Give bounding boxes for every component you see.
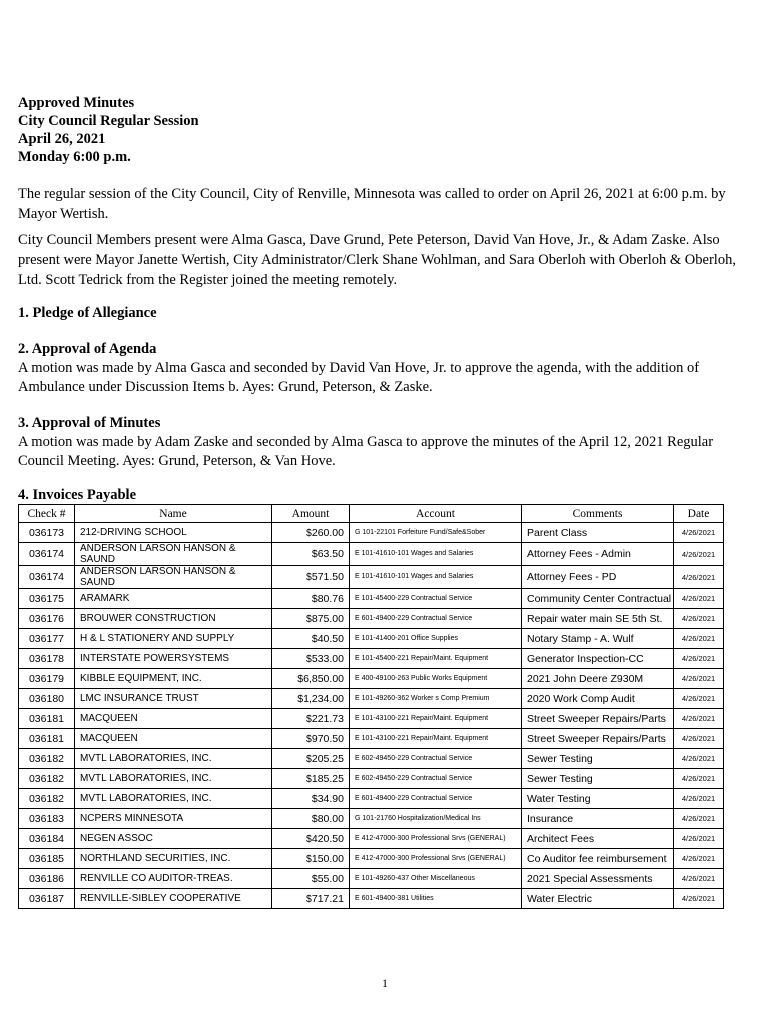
invoice-amount: $420.50: [272, 829, 350, 849]
invoice-date: 4/26/2021: [674, 749, 724, 769]
invoice-payee-name: MVTL LABORATORIES, INC.: [75, 769, 272, 789]
invoice-row: [19, 809, 724, 829]
invoice-date: 4/26/2021: [674, 709, 724, 729]
invoice-row: [19, 649, 724, 669]
invoice-date: 4/26/2021: [674, 629, 724, 649]
invoice-check-number: 036174: [19, 566, 75, 589]
invoice-comment: Water Electric: [522, 889, 674, 909]
invoice-date: 4/26/2021: [674, 889, 724, 909]
invoice-row: [19, 709, 724, 729]
invoice-comment: Architect Fees: [522, 829, 674, 849]
invoice-check-number: 036174: [19, 543, 75, 566]
invoice-check-number: 036173: [19, 523, 75, 543]
invoice-amount: $55.00: [272, 869, 350, 889]
invoice-check-number: 036179: [19, 669, 75, 689]
invoice-row: [19, 669, 724, 689]
invoice-check-number: 036176: [19, 609, 75, 629]
invoice-payee-name: INTERSTATE POWERSYSTEMS: [75, 649, 272, 669]
invoice-account: E 602-49450-229 Contractual Service: [350, 769, 522, 789]
invoice-row: [19, 523, 724, 543]
invoice-date: 4/26/2021: [674, 729, 724, 749]
invoice-amount: $875.00: [272, 609, 350, 629]
invoice-date: 4/26/2021: [674, 543, 724, 566]
invoice-account: E 601-49400-229 Contractual Service: [350, 789, 522, 809]
invoice-account: E 412-47000-300 Professional Srvs (GENERAL): [350, 829, 522, 849]
invoice-check-number: 036175: [19, 589, 75, 609]
invoice-account: E 101-45400-221 Repair/Maint. Equipment: [350, 649, 522, 669]
invoice-account: E 101-49260-437 Other Miscellaneous: [350, 869, 522, 889]
invoice-account: E 101-41610-101 Wages and Salaries: [350, 566, 522, 589]
invoice-date: 4/26/2021: [674, 829, 724, 849]
invoice-row: [19, 749, 724, 769]
invoice-account: E 602-49450-229 Contractual Service: [350, 749, 522, 769]
invoice-check-number: 036187: [19, 889, 75, 909]
invoice-amount: $40.50: [272, 629, 350, 649]
invoice-account: E 412-47000-300 Professional Srvs (GENERAL): [350, 849, 522, 869]
invoice-date: 4/26/2021: [674, 809, 724, 829]
header-title: Approved Minutes: [18, 95, 135, 111]
invoice-account: E 101-41610-101 Wages and Salaries: [350, 543, 522, 566]
invoice-payee-name: ANDERSON LARSON HANSON & SAUND: [75, 543, 272, 566]
invoice-date: 4/26/2021: [674, 849, 724, 869]
invoice-row: [19, 849, 724, 869]
col-header-account: Account: [350, 505, 522, 523]
section-pledge-title: 1. Pledge of Allegiance: [18, 305, 157, 321]
invoice-row: [19, 589, 724, 609]
invoice-comment: Street Sweeper Repairs/Parts: [522, 729, 674, 749]
col-header-amount: Amount: [272, 505, 350, 523]
document-header: [18, 94, 754, 166]
invoice-check-number: 036182: [19, 749, 75, 769]
invoice-row: [19, 889, 724, 909]
invoice-amount: $80.00: [272, 809, 350, 829]
invoice-row: [19, 829, 724, 849]
invoice-comment: Notary Stamp - A. Wulf: [522, 629, 674, 649]
invoice-row: [19, 609, 724, 629]
invoice-row: [19, 729, 724, 749]
invoice-comment: Insurance: [522, 809, 674, 829]
invoice-check-number: 036186: [19, 869, 75, 889]
invoice-payee-name: NORTHLAND SECURITIES, INC.: [75, 849, 272, 869]
invoice-comment: Sewer Testing: [522, 749, 674, 769]
invoice-check-number: 036178: [19, 649, 75, 669]
invoice-check-number: 036177: [19, 629, 75, 649]
invoice-amount: $1,234.00: [272, 689, 350, 709]
header-date: April 26, 2021: [18, 131, 106, 147]
minutes-page: [18, 94, 754, 909]
invoice-account: G 101-22101 Forfeiture Fund/Safe&Sober: [350, 523, 522, 543]
invoice-payee-name: LMC INSURANCE TRUST: [75, 689, 272, 709]
invoice-comment: Sewer Testing: [522, 769, 674, 789]
invoice-comment: 2020 Work Comp Audit: [522, 689, 674, 709]
invoice-amount: $970.50: [272, 729, 350, 749]
invoice-row: [19, 769, 724, 789]
invoice-comment: Co Auditor fee reimbursement: [522, 849, 674, 869]
invoice-row: [19, 869, 724, 889]
col-header-check: Check #: [19, 505, 75, 523]
invoice-comment: Generator Inspection-CC: [522, 649, 674, 669]
invoice-date: 4/26/2021: [674, 609, 724, 629]
intro-paragraph-call-to-order: The regular session of the City Council, City of Renville, Minnesota was called to order on April 26, 2021 at 6:00 p.m. by Mayor Wertish.: [18, 186, 726, 222]
invoice-payee-name: NCPERS MINNESOTA: [75, 809, 272, 829]
invoice-comment: 2021 John Deere Z930M: [522, 669, 674, 689]
invoice-check-number: 036185: [19, 849, 75, 869]
invoice-comment: Attorney Fees - Admin: [522, 543, 674, 566]
invoice-date: 4/26/2021: [674, 589, 724, 609]
invoice-account: E 101-45400-229 Contractual Service: [350, 589, 522, 609]
invoice-account: G 101-21760 Hospitalization/Medical Ins: [350, 809, 522, 829]
invoice-comment: Repair water main SE 5th St.: [522, 609, 674, 629]
invoice-row: [19, 789, 724, 809]
invoice-amount: $717.21: [272, 889, 350, 909]
invoice-comment: Street Sweeper Repairs/Parts: [522, 709, 674, 729]
invoice-amount: $260.00: [272, 523, 350, 543]
col-header-comments: Comments: [522, 505, 674, 523]
section-minutes-title: 3. Approval of Minutes: [18, 415, 161, 431]
invoice-payee-name: ANDERSON LARSON HANSON & SAUND: [75, 566, 272, 589]
invoice-date: 4/26/2021: [674, 689, 724, 709]
invoice-account: E 101-43100-221 Repair/Maint. Equipment: [350, 729, 522, 749]
invoice-amount: $34.90: [272, 789, 350, 809]
invoice-amount: $221.73: [272, 709, 350, 729]
invoice-payee-name: MVTL LABORATORIES, INC.: [75, 789, 272, 809]
invoice-comment: Attorney Fees - PD: [522, 566, 674, 589]
invoice-payee-name: MACQUEEN: [75, 729, 272, 749]
invoices-body: [19, 523, 724, 909]
invoice-amount: $571.50: [272, 566, 350, 589]
col-header-name: Name: [75, 505, 272, 523]
invoice-payee-name: 212-DRIVING SCHOOL: [75, 523, 272, 543]
col-header-date: Date: [674, 505, 724, 523]
header-time: Monday 6:00 p.m.: [18, 149, 131, 165]
header-session: City Council Regular Session: [18, 113, 199, 129]
invoice-amount: $6,850.00: [272, 669, 350, 689]
invoice-payee-name: KIBBLE EQUIPMENT, INC.: [75, 669, 272, 689]
invoices-header-row: [19, 505, 724, 523]
invoice-row: [19, 543, 724, 566]
invoice-payee-name: RENVILLE-SIBLEY COOPERATIVE: [75, 889, 272, 909]
invoice-check-number: 036183: [19, 809, 75, 829]
invoice-payee-name: H & L STATIONERY AND SUPPLY: [75, 629, 272, 649]
section-minutes-body: A motion was made by Adam Zaske and seconded by Alma Gasca to approve the minutes of the April 12, 2021 Regular Council Meeting. Ayes: Grund, Peterson, & Van Hove.: [18, 434, 714, 469]
invoice-row: [19, 689, 724, 709]
invoice-payee-name: NEGEN ASSOC: [75, 829, 272, 849]
invoice-amount: $150.00: [272, 849, 350, 869]
invoice-account: E 101-49260-362 Worker s Comp Premium: [350, 689, 522, 709]
invoice-payee-name: BROUWER CONSTRUCTION: [75, 609, 272, 629]
invoice-comment: Parent Class: [522, 523, 674, 543]
invoice-account: E 101-41400-201 Office Supplies: [350, 629, 522, 649]
invoices-table: [18, 504, 724, 909]
invoice-amount: $80.76: [272, 589, 350, 609]
invoice-check-number: 036181: [19, 729, 75, 749]
invoice-payee-name: RENVILLE CO AUDITOR-TREAS.: [75, 869, 272, 889]
invoice-account: E 101-43100-221 Repair/Maint. Equipment: [350, 709, 522, 729]
invoice-date: 4/26/2021: [674, 523, 724, 543]
invoice-amount: $185.25: [272, 769, 350, 789]
invoice-date: 4/26/2021: [674, 649, 724, 669]
invoice-comment: 2021 Special Assessments: [522, 869, 674, 889]
invoice-comment: Water Testing: [522, 789, 674, 809]
section-agenda-title: 2. Approval of Agenda: [18, 341, 157, 357]
invoice-payee-name: MVTL LABORATORIES, INC.: [75, 749, 272, 769]
invoice-amount: $533.00: [272, 649, 350, 669]
invoice-row: [19, 629, 724, 649]
invoice-check-number: 036181: [19, 709, 75, 729]
invoice-account: E 601-49400-229 Contractual Service: [350, 609, 522, 629]
page-number: 1: [382, 976, 388, 990]
invoice-date: 4/26/2021: [674, 789, 724, 809]
section-agenda-body: A motion was made by Alma Gasca and seconded by David Van Hove, Jr. to approve the agenda, with the addition of Ambulance under Discussion Items b. Ayes: Grund, Peterson, & Zaske.: [18, 360, 700, 395]
intro-paragraph-attendance: City Council Members present were Alma Gasca, Dave Grund, Pete Peterson, David Van Hove, Jr., & Adam Zaske. Also present were Mayor Janette Wertish, City Administrator/Clerk Shane Wohlman, and Sara Oberloh with Oberloh & Oberloh, Ltd. Scott Tedrick from the Register joined the meeting remotely.: [18, 232, 736, 288]
section-invoices-title: 4. Invoices Payable: [18, 487, 137, 503]
invoice-account: E 601-49400-381 Utilities: [350, 889, 522, 909]
invoice-check-number: 036182: [19, 789, 75, 809]
invoice-date: 4/26/2021: [674, 769, 724, 789]
invoice-comment: Community Center Contractual: [522, 589, 674, 609]
invoice-date: 4/26/2021: [674, 566, 724, 589]
invoice-row: [19, 566, 724, 589]
invoice-check-number: 036180: [19, 689, 75, 709]
invoice-amount: $63.50: [272, 543, 350, 566]
invoice-date: 4/26/2021: [674, 869, 724, 889]
invoice-check-number: 036182: [19, 769, 75, 789]
invoice-account: E 400-49100-263 Public Works Equipment: [350, 669, 522, 689]
invoice-payee-name: MACQUEEN: [75, 709, 272, 729]
invoice-amount: $205.25: [272, 749, 350, 769]
invoice-check-number: 036184: [19, 829, 75, 849]
invoice-date: 4/26/2021: [674, 669, 724, 689]
invoice-payee-name: ARAMARK: [75, 589, 272, 609]
